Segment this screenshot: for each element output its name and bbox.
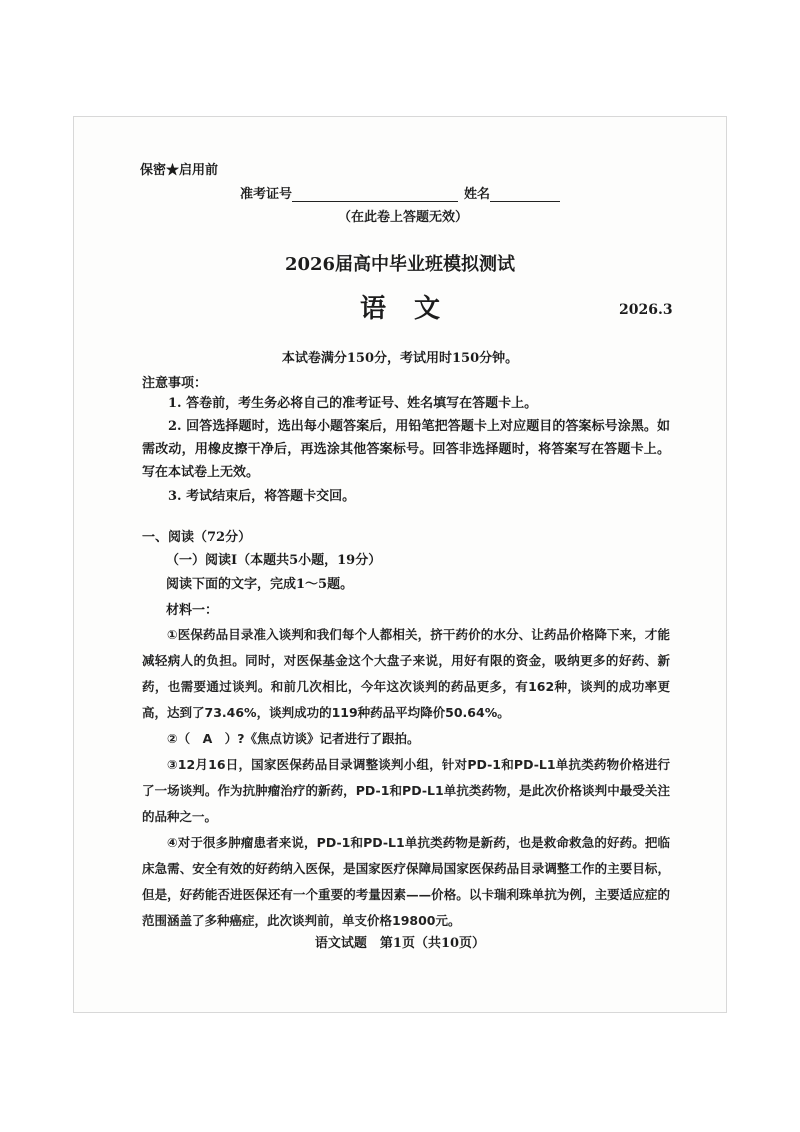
exam-page xyxy=(73,116,727,1013)
secret-label: 保密★启用前 xyxy=(140,163,219,178)
subsection-heading: （一）阅读Ⅰ（本题共5小题，19分） xyxy=(166,553,382,568)
reading-instruction: 阅读下面的文字，完成1～5题。 xyxy=(166,577,354,592)
name-label: 姓名 xyxy=(464,187,491,202)
section-heading: 一、阅读（72分） xyxy=(142,530,252,545)
candidate-info-row xyxy=(240,183,560,202)
subject-title: 语文 xyxy=(359,294,468,324)
notice-item: 2. 回答选择题时，选出每小题答案后，用铅笔把答题卡上对应题目的答案标号涂黑。如需改动，用橡皮擦干净后，再选涂其他答案标号。回答非选择题时，将答案写在答题卡上。写在本试卷上无效。 xyxy=(142,419,670,480)
exam-no-label: 准考证号 xyxy=(240,187,293,202)
exam-info: 本试卷满分150分，考试用时150分钟。 xyxy=(281,351,519,366)
notice-item: 3. 考试结束后，将答题卡交回。 xyxy=(168,489,356,504)
page-footer: 语文试题 第1页（共10页） xyxy=(314,936,486,951)
name-blank xyxy=(490,188,560,202)
notice-item: 1. 答卷前，考生务必将自己的准考证号、姓名填写在答题卡上。 xyxy=(168,396,538,411)
invalid-note: （在此卷上答题无效） xyxy=(338,210,469,225)
material-paragraph: ①医保药品目录准入谈判和我们每个人都相关，挤干药价的水分、让药品价格降下来，才能减轻病人的负担。同时，对医保基金这个大盘子来说，用好有限的资金，吸纳更多的好药、新药，也需要通过谈判。和前几次相比，今年这次谈判的药品更多，有162种，谈判的成功率更高，达到了73.46%，谈判成功的119种药品平均降价50.64%。 xyxy=(142,627,670,720)
exam-date: 2026.3 xyxy=(619,302,673,318)
material-paragraph: ②（ A ）?《焦点访谈》记者进行了跟拍。 xyxy=(167,731,420,746)
exam-title: 2026届高中毕业班模拟测试 xyxy=(284,254,516,275)
notice-heading: 注意事项： xyxy=(142,376,208,391)
exam-no-blank xyxy=(292,188,458,202)
material-paragraph: ③12月16日，国家医保药品目录调整谈判小组，针对PD-1和PD-L1单抗类药物价格进行了一场谈判。作为抗肿瘤治疗的新药，PD-1和PD-L1单抗类药物，是此次价格谈判中最受关注的品种之一。 xyxy=(142,757,670,824)
material-paragraph: ④对于很多肿瘤患者来说，PD-1和PD-L1单抗类药物是新药，也是救命救急的好药。把临床急需、安全有效的好药纳入医保，是国家医疗保障局国家医保药品目录调整工作的主要目标，但是，好药能否进医保还有一个重要的考量因素——价格。以卡瑞利珠单抗为例，主要适应症的范围涵盖了多种癌症，此次谈判前，单支价格19800元。 xyxy=(142,835,670,928)
material-label: 材料一： xyxy=(166,603,219,618)
